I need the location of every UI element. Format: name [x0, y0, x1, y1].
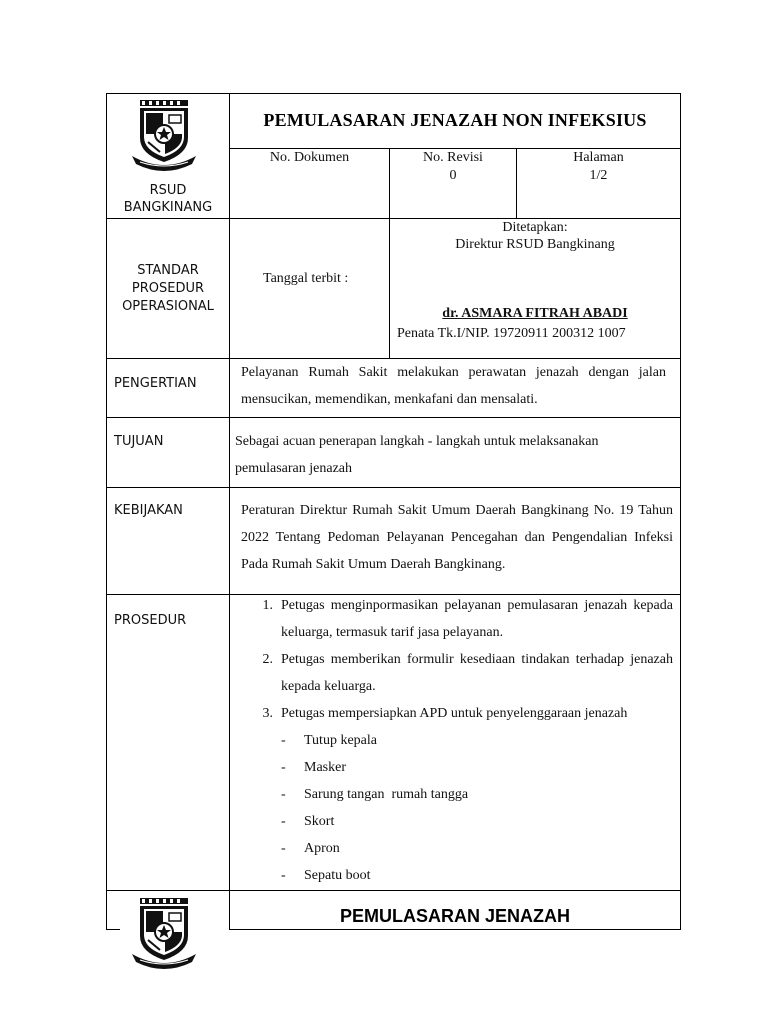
approved-label: Ditetapkan: — [502, 220, 568, 235]
procedure-step — [253, 646, 673, 700]
list-dash: - — [281, 787, 286, 802]
apd-item — [281, 862, 673, 889]
list-dash: - — [281, 841, 286, 856]
doc-no-label: No. Dokumen — [269, 150, 350, 165]
table-border-bottom — [229, 929, 681, 930]
tujuan-row-divider — [106, 487, 681, 488]
apd-item — [281, 808, 673, 835]
page-value: 1/2 — [589, 168, 608, 183]
step-number: 2. — [262, 652, 273, 667]
apd-item — [281, 781, 673, 808]
header-row-divider — [106, 218, 681, 219]
table-border-top — [106, 93, 681, 94]
prosedur-row-divider — [106, 890, 681, 891]
list-dash: - — [281, 733, 286, 748]
signer-nip: Penata Tk.I/NIP. 19720911 200312 1007 — [397, 326, 626, 341]
step-number: 1. — [262, 598, 273, 613]
hospital-logo — [128, 896, 200, 970]
pengertian-label: PENGERTIAN — [114, 376, 197, 391]
kebijakan-label: KEBIJAKAN — [114, 503, 183, 518]
list-dash: - — [281, 814, 286, 829]
title-row-divider — [229, 148, 681, 149]
next-page-title: PEMULASARAN JENAZAH — [339, 906, 570, 926]
step-text: Petugas memberikan formulir kesediaan tindakan terhadap jenazah kepada keluarga. — [281, 652, 673, 694]
org-name — [107, 182, 229, 216]
apd-item-label: Skort — [304, 814, 335, 829]
apd-item-label: Sarung tangan rumah tangga — [304, 787, 469, 802]
kebijakan-text: Peraturan Direktur Rumah Sakit Umum Daerah Bangkinang No. 19 Tahun 2022 Tentang Pedoman Pelayanan Pencegahan dan Pengendalian Infeksi Pada Rumah Sakit Umum Daerah Bangkinang. — [241, 503, 673, 572]
apd-item — [281, 754, 673, 781]
document-title: PEMULASARAN JENAZAH NON INFEKSIUS — [263, 110, 647, 130]
issue-date-label: Tanggal terbit : — [263, 271, 349, 286]
table-border-bottom-left — [106, 929, 120, 930]
signer-name: dr. ASMARA FITRAH ABADI — [442, 306, 628, 321]
apd-item-label: Apron — [304, 841, 340, 856]
step-text: Petugas mempersiapkan APD untuk penyelenggaraan jenazah — [281, 706, 628, 721]
prosedur-label: PROSEDUR — [114, 613, 187, 628]
list-dash: - — [281, 760, 286, 775]
revision-label: No. Revisi — [423, 150, 483, 165]
approved-by: Direktur RSUD Bangkinang — [455, 237, 615, 252]
apd-item-label: Tutup kepala — [304, 733, 377, 748]
org-line1: RSUD — [149, 183, 187, 198]
pengertian-text: Pelayanan Rumah Sakit melakukan perawatan jenazah dengan jalan mensucikan, memendikan, menkafani dan mensalati. — [241, 365, 666, 407]
sop-label — [107, 262, 229, 316]
hospital-logo — [128, 98, 200, 172]
page-label: Halaman — [573, 150, 624, 165]
pengertian-row-divider — [106, 417, 681, 418]
step-text: Petugas menginpormasikan pelayanan pemulasaran jenazah kepada keluarga, termasuk tarif jasa pelayanan. — [281, 598, 673, 640]
tujuan-text: Sebagai acuan penerapan langkah - langkah untuk melaksanakan pemulasaran jenazah — [235, 434, 599, 476]
org-line2: BANGKINANG — [123, 200, 213, 215]
tujuan-label: TUJUAN — [114, 434, 164, 449]
apd-list — [253, 727, 673, 889]
step-number: 3. — [262, 706, 273, 721]
apd-item-label: Sepatu boot — [304, 868, 371, 883]
apd-item — [281, 727, 673, 754]
apd-item-label: Masker — [304, 760, 346, 775]
sop-label-line1: STANDAR — [137, 263, 199, 278]
procedure-step — [253, 700, 673, 727]
procedure-step — [253, 592, 673, 646]
revision-value: 0 — [449, 168, 457, 183]
procedure-list — [253, 592, 673, 889]
list-dash: - — [281, 868, 286, 883]
sop-label-line2: PROSEDUR — [131, 281, 205, 296]
sop-label-line3: OPERASIONAL — [122, 299, 214, 314]
apd-item — [281, 835, 673, 862]
